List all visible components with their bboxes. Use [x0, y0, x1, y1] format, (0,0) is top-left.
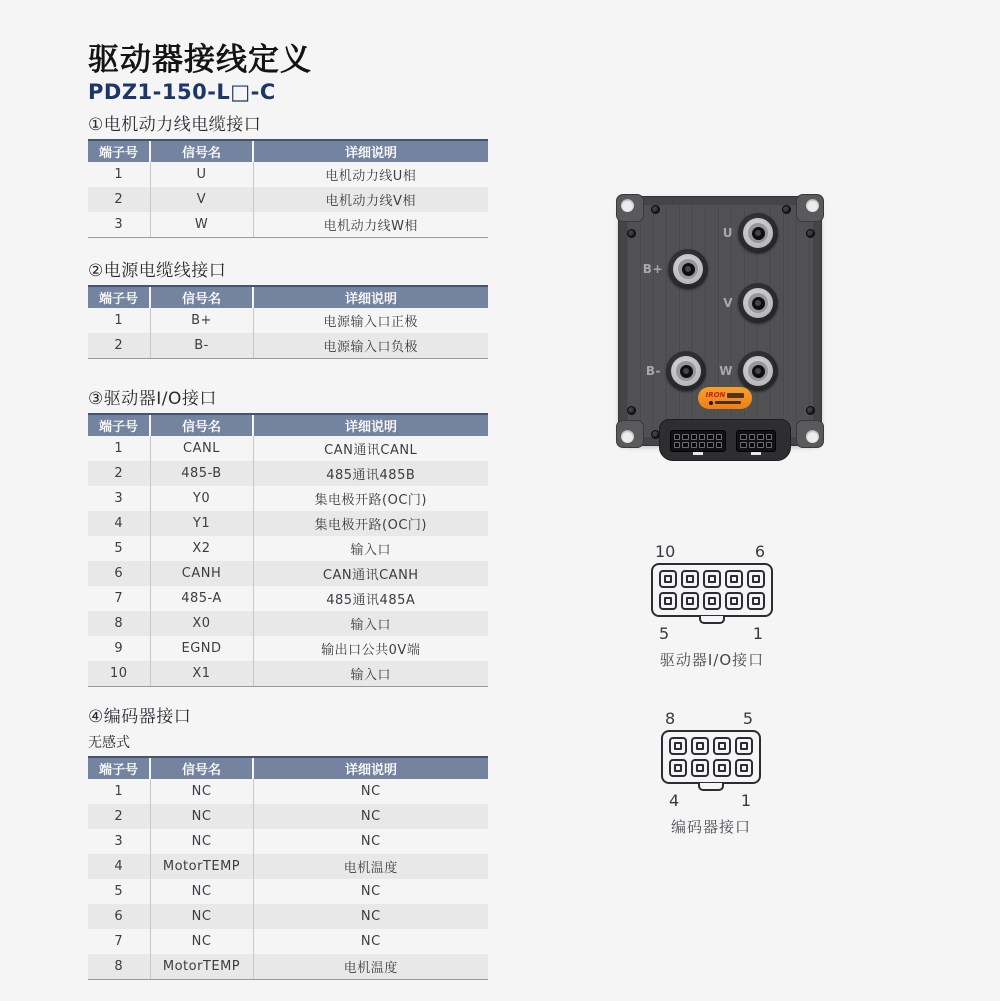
table-cell: 输出口公共0V端: [253, 636, 488, 661]
table-cell: 电机动力线V相: [253, 187, 488, 212]
col-header-signal: 信号名: [150, 286, 253, 308]
table-cell: 10: [88, 661, 150, 686]
section-motor-power: [88, 110, 488, 238]
screw-icon: [806, 406, 815, 415]
pin-contact: [752, 575, 760, 583]
table-cell: 485-B: [150, 461, 253, 486]
table-cell: 8: [114, 616, 124, 631]
table-cell: NC: [150, 804, 253, 829]
pin-cavity: [669, 759, 687, 777]
mounting-ear: [796, 194, 824, 222]
table-row: [88, 954, 488, 979]
table-cell: 8: [88, 954, 150, 979]
connector-key-tab: [699, 616, 725, 624]
table-cell: CANL: [150, 436, 253, 461]
table-row: [88, 611, 488, 636]
connector-pin-hole: [749, 442, 756, 448]
table-cell: 9: [114, 641, 124, 656]
connector-pin-hole: [682, 434, 688, 440]
terminal-v: [738, 283, 778, 323]
table-row: [88, 162, 488, 187]
col-header-signal: 信号名: [150, 140, 253, 162]
pin-cavity: [735, 759, 753, 777]
terminal-b-minus: [666, 351, 706, 391]
table-cell: 1: [114, 784, 124, 799]
pin-cavity: [747, 592, 765, 610]
section-encoder: [88, 702, 488, 980]
table-cell: 3: [88, 212, 150, 237]
table-cell: 电机温度: [253, 854, 488, 879]
pin-contact: [708, 575, 716, 583]
table-row: [88, 636, 488, 661]
pin-number-label: 1: [752, 624, 763, 643]
connector-pin-hole: [699, 434, 705, 440]
pin-number-label: 8: [665, 709, 676, 728]
connector-pin-hole: [699, 442, 705, 448]
pin-contact: [708, 597, 716, 605]
bottom-connector-housing: [659, 419, 791, 461]
table-cell: NC: [150, 829, 253, 854]
table-cell: X2: [150, 536, 253, 561]
terminal-label-w: W: [719, 364, 733, 378]
table-cell: CAN通讯CANL: [253, 436, 488, 461]
pin-table: [88, 285, 488, 359]
connector-pin-hole: [707, 442, 713, 448]
table-cell: 3: [114, 834, 124, 849]
mounting-ear: [616, 420, 644, 448]
connector-pin-hole: [740, 434, 747, 440]
mounting-ear: [616, 194, 644, 222]
pin-cavity: [703, 592, 721, 610]
table-row: [88, 929, 488, 954]
connector-pin-hole: [707, 434, 713, 440]
pin-contact: [696, 742, 704, 750]
pin-table: [88, 139, 488, 238]
table-cell: 1: [114, 167, 124, 182]
table-header-row: [88, 140, 488, 162]
connector-pin-hole: [691, 442, 697, 448]
section-driver-io: [88, 384, 488, 687]
table-cell: NC: [150, 929, 253, 954]
table-cell: 3: [114, 491, 124, 506]
table-cell: Y0: [150, 486, 253, 511]
pin-number-label: 5: [742, 709, 753, 728]
brand-badge: [698, 387, 752, 409]
table-cell: 1: [114, 441, 124, 456]
pin-number-label: 10: [655, 542, 676, 561]
table-cell: 1: [114, 313, 124, 328]
pin-cavity: [713, 737, 731, 755]
brand-logo-cjk: [727, 393, 744, 398]
terminal-label-b-plus: B+: [642, 262, 663, 276]
connector-pin-hole: [674, 434, 680, 440]
table-row: [88, 586, 488, 611]
table-row: [88, 854, 488, 879]
mounting-hole: [806, 430, 819, 443]
table-row: [88, 511, 488, 536]
col-header-description: 详细说明: [253, 140, 488, 162]
table-cell: 5: [114, 884, 124, 899]
table-cell: NC: [253, 779, 488, 804]
screw-icon: [627, 229, 636, 238]
pin-contact: [674, 764, 682, 772]
mounting-ear: [796, 420, 824, 448]
table-cell: CANH: [150, 561, 253, 586]
connector-pin-hole: [716, 434, 722, 440]
table-row: [88, 879, 488, 904]
badge-dot: [709, 401, 713, 405]
pin-contact: [696, 764, 704, 772]
mounting-hole: [806, 199, 819, 212]
pin-contact: [674, 742, 682, 750]
connector-pin-hole: [682, 442, 688, 448]
table-cell: 集电极开路(OC门): [253, 511, 488, 536]
table-cell: NC: [253, 829, 488, 854]
screw-icon: [651, 205, 660, 214]
screw-icon: [627, 406, 636, 415]
section-heading: ④编码器接口: [88, 707, 192, 727]
table-cell: NC: [150, 879, 253, 904]
connector-outline: [661, 730, 761, 784]
pin-cavity: [703, 570, 721, 588]
table-cell: 2: [114, 466, 124, 481]
table-cell: 2: [88, 333, 150, 358]
table-cell: MotorTEMP: [150, 954, 253, 979]
io-connector-socket: [670, 430, 726, 452]
table-header-row: [88, 286, 488, 308]
connector-pin-hole: [749, 434, 756, 440]
pin-contact: [686, 575, 694, 583]
pin-cavity: [691, 737, 709, 755]
pin-cavity: [747, 570, 765, 588]
table-cell: NC: [150, 779, 253, 804]
table-row: [88, 486, 488, 511]
table-header-row: [88, 757, 488, 779]
pin-contact: [718, 764, 726, 772]
col-header-terminal: 端子号: [88, 757, 150, 779]
table-cell: B-: [150, 333, 253, 358]
page-title: 驱动器接线定义: [88, 42, 312, 78]
table-row: [88, 829, 488, 854]
terminal-w: [738, 351, 778, 391]
col-header-terminal: 端子号: [88, 414, 150, 436]
pin-contact: [752, 597, 760, 605]
encoder-connector-socket: [736, 430, 776, 452]
badge-subtext-bar: [715, 401, 741, 404]
table-cell: X1: [150, 661, 253, 686]
table-row: [88, 561, 488, 586]
pin-contact: [664, 597, 672, 605]
section-heading: ②电源电缆线接口: [88, 261, 227, 281]
io-connector-diagram: [645, 542, 779, 670]
pin-contact: [740, 764, 748, 772]
pin-contact: [718, 742, 726, 750]
pin-contact: [686, 597, 694, 605]
col-header-signal: 信号名: [150, 757, 253, 779]
table-row: [88, 779, 488, 804]
table-cell: 6: [114, 566, 124, 581]
table-cell: NC: [253, 804, 488, 829]
table-cell: 7: [114, 591, 124, 606]
table-cell: 485通讯485B: [253, 461, 488, 486]
table-row: [88, 436, 488, 461]
pin-cavity: [669, 737, 687, 755]
table-row: [88, 333, 488, 358]
table-cell: EGND: [150, 636, 253, 661]
connector-pin-hole: [674, 442, 680, 448]
connector-pin-hole: [691, 434, 697, 440]
table-cell: 电源输入口负极: [253, 333, 488, 358]
col-header-terminal: 端子号: [88, 286, 150, 308]
pin-cavity: [725, 570, 743, 588]
table-cell: 2: [114, 192, 124, 207]
pin-table: [88, 756, 488, 980]
screw-icon: [806, 229, 815, 238]
table-cell: 电源输入口正极: [253, 308, 488, 333]
pin-number-label: 1: [740, 791, 751, 810]
model-number: PDZ1-150-L□-C: [88, 80, 276, 104]
pin-number-label: 6: [754, 542, 765, 561]
pin-contact: [730, 575, 738, 583]
brand-logo-text: IRON: [705, 390, 726, 399]
section-heading: ③驱动器I/O接口: [88, 389, 217, 409]
pin-number-label: 5: [659, 624, 670, 643]
pin-cavity: [735, 737, 753, 755]
table-cell: 输入口: [253, 536, 488, 561]
pin-cavity: [659, 570, 677, 588]
table-cell: 5: [114, 541, 124, 556]
col-header-terminal: 端子号: [88, 140, 150, 162]
table-cell: NC: [150, 904, 253, 929]
pin-number-label: 4: [669, 791, 680, 810]
terminal-label-v: V: [723, 296, 733, 310]
terminal-label-b-minus: B-: [645, 364, 661, 378]
connector-pin-hole: [740, 442, 747, 448]
table-cell: 2: [114, 809, 124, 824]
pin-table: [88, 413, 488, 687]
table-cell: W: [150, 212, 253, 237]
pin-cavity: [659, 592, 677, 610]
table-row: [88, 661, 488, 686]
table-cell: 电机动力线U相: [253, 162, 488, 187]
table-cell: 电机动力线W相: [253, 212, 488, 237]
table-cell: 4: [114, 859, 124, 874]
encoder-connector-diagram: [655, 709, 767, 837]
table-cell: NC: [253, 929, 488, 954]
table-cell: 7: [114, 934, 124, 949]
table-cell: Y1: [150, 511, 253, 536]
pin-cavity: [681, 592, 699, 610]
connector-key-tab: [698, 783, 724, 791]
table-row: [88, 308, 488, 333]
pin-cavity: [691, 759, 709, 777]
col-header-description: 详细说明: [253, 757, 488, 779]
connector-pin-hole: [757, 434, 764, 440]
driver-device-image: [618, 196, 822, 446]
table-cell: CAN通讯CANH: [253, 561, 488, 586]
terminal-u: [738, 213, 778, 253]
connector-outline: [651, 563, 773, 617]
pin-contact: [664, 575, 672, 583]
table-cell: 6: [114, 909, 124, 924]
table-cell: NC: [253, 879, 488, 904]
connector-pin-hole: [766, 434, 773, 440]
table-cell: NC: [253, 904, 488, 929]
table-cell: MotorTEMP: [150, 854, 253, 879]
table-header-row: [88, 414, 488, 436]
table-row: [88, 804, 488, 829]
figure-caption: 驱动器I/O接口: [659, 651, 765, 669]
table-row: [88, 536, 488, 561]
terminal-label-u: U: [722, 226, 733, 240]
section-power-cable: [88, 256, 488, 359]
pin-cavity: [713, 759, 731, 777]
col-header-signal: 信号名: [150, 414, 253, 436]
table-cell: U: [150, 162, 253, 187]
table-row: [88, 461, 488, 486]
section-subheading: 无感式: [88, 735, 130, 751]
mounting-hole: [621, 199, 634, 212]
pin-contact: [740, 742, 748, 750]
table-cell: 485-A: [150, 586, 253, 611]
table-cell: B+: [150, 308, 253, 333]
table-cell: X0: [150, 611, 253, 636]
terminal-b-plus: [668, 249, 708, 289]
col-header-description: 详细说明: [253, 286, 488, 308]
screw-icon: [782, 205, 791, 214]
table-row: [88, 212, 488, 237]
pin-cavity: [681, 570, 699, 588]
table-cell: 输入口: [253, 611, 488, 636]
table-cell: V: [150, 187, 253, 212]
connector-pin-hole: [766, 442, 773, 448]
mounting-hole: [621, 430, 634, 443]
table-cell: 输入口: [253, 661, 488, 686]
table-row: [88, 904, 488, 929]
table-cell: 电机温度: [253, 954, 488, 979]
connector-pin-hole: [716, 442, 722, 448]
connector-pin-hole: [757, 442, 764, 448]
table-cell: 485通讯485A: [253, 586, 488, 611]
figure-caption: 编码器接口: [670, 818, 751, 836]
col-header-description: 详细说明: [253, 414, 488, 436]
table-cell: 4: [114, 516, 124, 531]
pin-contact: [730, 597, 738, 605]
table-row: [88, 187, 488, 212]
section-heading: ①电机动力线电缆接口: [88, 115, 262, 135]
pin-cavity: [725, 592, 743, 610]
table-cell: 集电极开路(OC门): [253, 486, 488, 511]
